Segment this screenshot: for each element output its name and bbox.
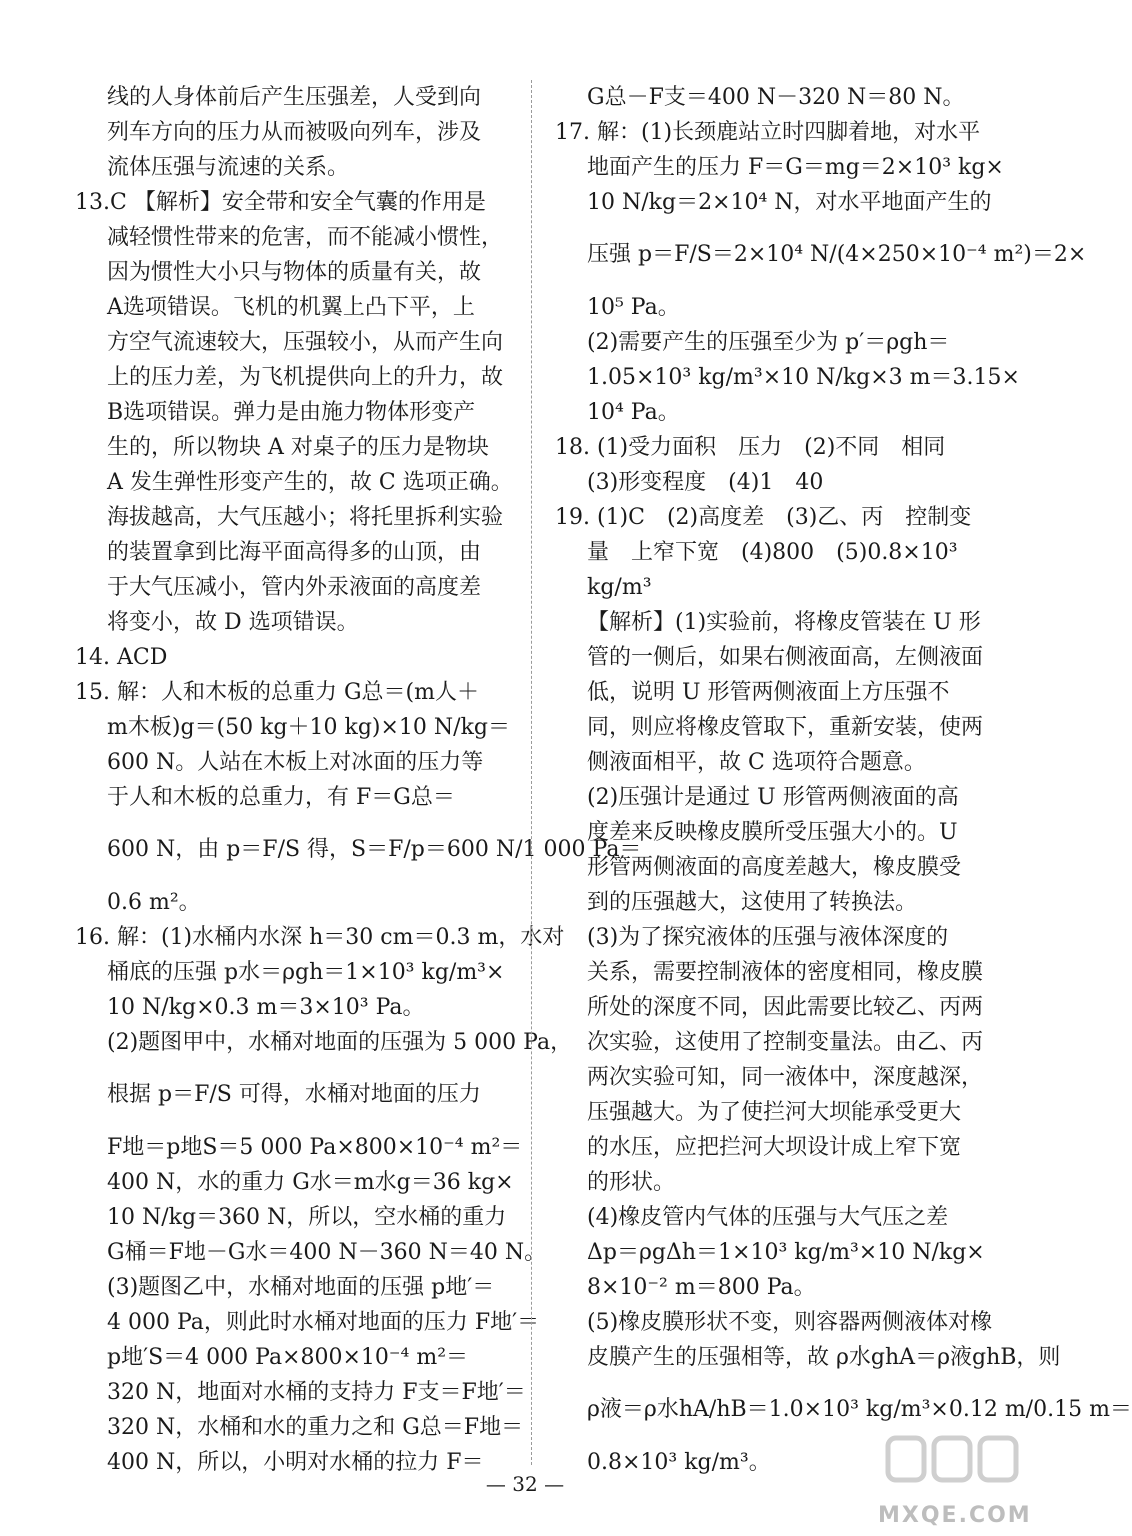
- text-line: 上的压力差，为飞机提供向上的升力，故: [107, 365, 504, 390]
- text-line: (3)为了探究液体的压强与液体深度的: [587, 925, 949, 950]
- text-line: A选项错误。飞机的机翼上凸下平，上: [107, 295, 475, 320]
- text-line: 将变小，故 D 选项错误。: [107, 610, 359, 635]
- question-14: 14. ACD: [75, 645, 168, 670]
- text-line: 管的一侧后，如果右侧液面高，左侧液面: [587, 645, 984, 670]
- text-line: 生的，所以物块 A 对桌子的压力是物块: [107, 435, 489, 460]
- text-line: (2)题图甲中，水桶对地面的压强为 5 000 Pa，: [107, 1030, 573, 1055]
- text-line: F地＝p地S＝5 000 Pa×800×10⁻⁴ m²＝: [107, 1135, 523, 1160]
- text-line: 海拔越高，大气压越小；将托里拆利实验: [107, 505, 504, 530]
- text-line: kg/m³: [587, 575, 652, 600]
- text-line: 线的人身体前后产生压强差，人受到向: [107, 85, 482, 110]
- text-line: A 发生弹性形变产生的，故 C 选项正确。: [107, 470, 513, 495]
- text-line: 400 N，所以，小明对水桶的拉力 F＝: [107, 1450, 484, 1475]
- watermark-icon: [878, 1428, 1028, 1498]
- text-line: 到的压强越大，这使用了转换法。: [587, 890, 918, 915]
- text-line: 关系，需要控制液体的密度相同，橡皮膜: [587, 960, 984, 985]
- question-19: 19. (1)C (2)高度差 (3)乙、丙 控制变: [555, 505, 972, 530]
- text-line: 320 N，水桶和水的重力之和 G总＝F地＝: [107, 1415, 524, 1440]
- text-line: 于大气压减小，管内外汞液面的高度差: [107, 575, 482, 600]
- text-line: 低，说明 U 形管两侧液面上方压强不: [587, 680, 950, 705]
- text-line: 侧液面相平，故 C 选项符合题意。: [587, 750, 926, 775]
- text-line: 于人和木板的总重力，有 F＝G总＝: [107, 785, 455, 810]
- watermark-text: MXQE.COM: [878, 1503, 1032, 1528]
- text-line: 【解析】(1)实验前，将橡皮管装在 U 形: [587, 610, 981, 635]
- text-line: 减轻惯性带来的危害，而不能减小惯性，: [107, 225, 504, 250]
- text-line: 的装置拿到比海平面高得多的山顶，由: [107, 540, 482, 565]
- question-13: 13.C 【解析】安全带和安全气囊的作用是: [75, 190, 486, 215]
- text-line: 因为惯性大小只与物体的质量有关，故: [107, 260, 482, 285]
- text-line: 10⁴ Pa。: [587, 400, 680, 425]
- question-17: 17. 解：(1)长颈鹿站立时四脚着地，对水平: [555, 120, 981, 145]
- text-line: 次实验，这使用了控制变量法。由乙、丙: [587, 1030, 984, 1055]
- question-15: 15. 解：人和木板的总重力 G总＝(m人＋: [75, 680, 479, 705]
- text-line: 列车方向的压力从而被吸向列车，涉及: [107, 120, 482, 145]
- text-line: G桶＝F地－G水＝400 N－360 N＝40 N。: [107, 1240, 547, 1265]
- text-line: 度差来反映橡皮膜所受压强大小的。U: [587, 820, 958, 845]
- text-line: 的水压，应把拦河大坝设计成上窄下宽: [587, 1135, 962, 1160]
- text-line: (3)形变程度 (4)1 40: [587, 470, 824, 495]
- text-line: 1.05×10³ kg/m³×10 N/kg×3 m＝3.15×: [587, 365, 1020, 390]
- text-line: m木板)g＝(50 kg＋10 kg)×10 N/kg＝: [107, 715, 510, 740]
- text-line: 10 N/kg＝360 N，所以，空水桶的重力: [107, 1205, 507, 1230]
- text-line: 两次实验可知，同一液体中，深度越深，: [587, 1065, 984, 1090]
- text-line: 10 N/kg＝2×10⁴ N，对水平地面产生的: [587, 190, 992, 215]
- text-line: 皮膜产生的压强相等，故 ρ水ghA＝ρ液ghB，则: [587, 1345, 1061, 1370]
- text-line: (3)题图乙中，水桶对地面的压强 p地′＝: [107, 1275, 495, 1300]
- question-16: 16. 解：(1)水桶内水深 h＝30 cm＝0.3 m，水对: [75, 925, 565, 950]
- text-line: 0.6 m²。: [107, 890, 201, 915]
- column-divider: [531, 80, 532, 1465]
- text-line: 320 N，地面对水桶的支持力 F支＝F地′＝: [107, 1380, 526, 1405]
- text-line: 0.8×10³ kg/m³。: [587, 1450, 771, 1475]
- right-column: [555, 80, 1132, 1480]
- text-line: 量 上窄下宽 (4)800 (5)0.8×10³: [587, 540, 958, 565]
- text-line: 600 N。人站在木板上对冰面的压力等: [107, 750, 484, 775]
- text-line: 10⁵ Pa。: [587, 295, 680, 320]
- text-line: 4 000 Pa，则此时水桶对地面的压力 F地′＝: [107, 1310, 540, 1335]
- text-line: p地′S＝4 000 Pa×800×10⁻⁴ m²＝: [107, 1345, 469, 1370]
- text-line: 10 N/kg×0.3 m＝3×10³ Pa。: [107, 995, 425, 1020]
- text-line: 同，则应将橡皮管取下，重新安装，使两: [587, 715, 984, 740]
- text-line: (2)需要产生的压强至少为 p′＝ρgh＝: [587, 330, 950, 355]
- text-line: 地面产生的压力 F＝G＝mg＝2×10³ kg×: [587, 155, 1004, 180]
- formula-line: 压强 p＝F/S＝2×10⁴ N/(4×250×10⁻⁴ m²)＝2×: [587, 242, 1087, 267]
- text-line: 流体压强与流速的关系。: [107, 155, 350, 180]
- text-line: (5)橡皮膜形状不变，则容器两侧液体对橡: [587, 1310, 993, 1335]
- question-18: 18. (1)受力面积 压力 (2)不同 相同: [555, 435, 946, 460]
- text-line: 形管两侧液面的高度差越大，橡皮膜受: [587, 855, 962, 880]
- formula-line: 600 N，由 p＝F/S 得，S＝F/p＝600 N/1 000 Pa＝: [107, 837, 642, 862]
- text-line: 压强越大。为了使拦河大坝能承受更大: [587, 1100, 962, 1125]
- text-line: 桶底的压强 p水＝ρgh＝1×10³ kg/m³×: [107, 960, 505, 985]
- text-line: G总－F支＝400 N－320 N＝80 N。: [587, 85, 965, 110]
- text-line: 所处的深度不同，因此需要比较乙、丙两: [587, 995, 984, 1020]
- text-line: 方空气流速较大，压强较小，从而产生向: [107, 330, 504, 355]
- text-line: B选项错误。弹力是由施力物体形变产: [107, 400, 476, 425]
- text-line: 400 N，水的重力 G水＝m水g＝36 kg×: [107, 1170, 514, 1195]
- text-line: (2)压强计是通过 U 形管两侧液面的高: [587, 785, 959, 810]
- formula-line: 根据 p＝F/S 可得，水桶对地面的压力: [107, 1082, 481, 1107]
- text-line: Δp＝ρgΔh＝1×10³ kg/m³×10 N/kg×: [587, 1240, 985, 1265]
- page-number: — 32 —: [485, 1472, 565, 1496]
- text-line: (4)橡皮管内气体的压强与大气压之差: [587, 1205, 949, 1230]
- formula-line: ρ液＝ρ水hA/hB＝1.0×10³ kg/m³×0.12 m/0.15 m＝: [587, 1397, 1132, 1422]
- watermark-logo: [878, 1428, 1032, 1528]
- text-line: 8×10⁻² m＝800 Pa。: [587, 1275, 816, 1300]
- text-line: 的形状。: [587, 1170, 676, 1195]
